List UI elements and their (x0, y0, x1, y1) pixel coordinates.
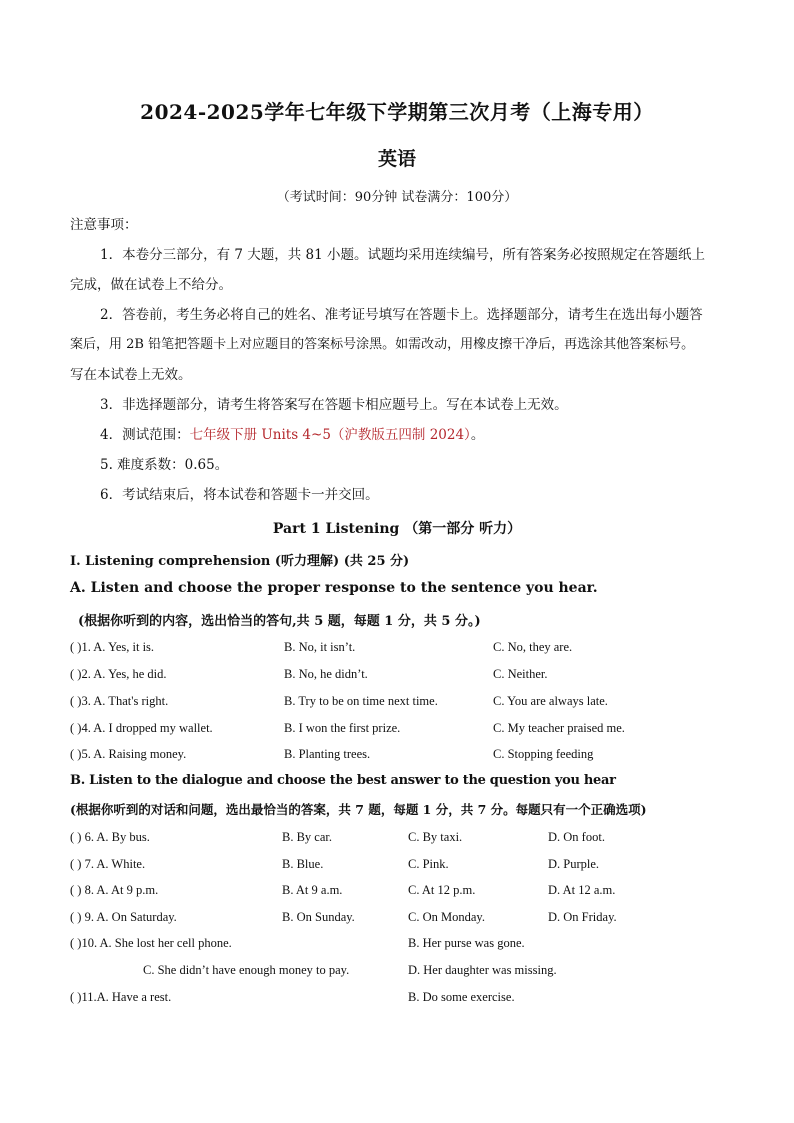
question-1-c: C. No, they are. (493, 640, 573, 654)
section-1-heading: I. Listening comprehension (听力理解) (共 25 分) (70, 554, 410, 569)
question-5-b: B. Planting trees. (284, 747, 371, 761)
question-5-a: ( )5. A. Raising money. (70, 747, 187, 761)
question-8-d: D. At 12 a.m. (548, 883, 616, 897)
question-10-a: ( )10. A. She lost her cell phone. (70, 936, 232, 950)
notice-item-4 (100, 420, 484, 450)
question-8-b: B. At 9 a.m. (282, 883, 343, 897)
question-10-b: B. Her purse was gone. (408, 936, 525, 950)
notice-item-4-suffix: 。 (470, 427, 485, 443)
subject-title: 英语 (377, 148, 416, 170)
exam-title: 2024-2025学年七年级下学期第三次月考（上海专用） (140, 100, 654, 124)
question-7-d: D. Purple. (548, 857, 600, 871)
time-info: （考试时间：90分钟 试卷满分：100分） (276, 190, 518, 205)
question-7-b: B. Blue. (282, 857, 324, 871)
question-8-a: ( ) 8. A. At 9 p.m. (70, 883, 159, 897)
question-8-c: C. At 12 p.m. (408, 883, 476, 897)
section-a-note: (根据你听到的内容，选出恰当的答句,共 5 题，每题 1 分，共 5 分。) (78, 614, 481, 629)
question-2-a: ( )2. A. Yes, he did. (70, 667, 167, 681)
question-9-b: B. On Sunday. (282, 910, 355, 924)
question-4-a: ( )4. A. I dropped my wallet. (70, 721, 213, 735)
question-2-b: B. No, he didn’t. (284, 667, 368, 681)
question-4-c: C. My teacher praised me. (493, 721, 625, 735)
question-9-d: D. On Friday. (548, 910, 617, 924)
notice-item-1a: 1．本卷分三部分，有 7 大题，共 81 小题。试题均采用连续编号，所有答案务必按照规定在答题纸上 (100, 247, 706, 263)
question-3-b: B. Try to be on time next time. (284, 694, 438, 708)
section-a-title: A. Listen and choose the proper response to the sentence you hear. (70, 580, 598, 596)
part1-heading: Part 1 Listening （第一部分 听力） (272, 521, 522, 537)
test-scope: 七年级下册 Units 4~5（沪教版五四制 2024） (189, 427, 471, 443)
section-b-note: (根据你听到的对话和问题，选出最恰当的答案，共 7 题，每题 1 分，共 7 分。每题只有一个正确选项) (70, 802, 647, 817)
question-1-a: ( )1. A. Yes, it is. (70, 640, 155, 654)
question-10-c: C. She didn’t have enough money to pay. (143, 963, 350, 977)
notice-item-2c: 写在本试卷上无效。 (70, 367, 192, 383)
question-7-a: ( ) 7. A. White. (70, 857, 146, 871)
question-10-d: D. Her daughter was missing. (408, 963, 557, 977)
question-11-b: B. Do some exercise. (408, 990, 515, 1004)
notice-item-5: 5. 难度系数：0.65。 (100, 457, 229, 473)
question-6-c: C. By taxi. (408, 830, 463, 844)
question-4-b: B. I won the first prize. (284, 721, 401, 735)
notice-item-2b: 案后，用 2B 铅笔把答题卡上对应题目的答案标号涂黑。如需改动，用橡皮擦干净后，再选涂其他答案标号。 (70, 337, 695, 352)
notice-item-4-prefix: 4．测试范围： (100, 427, 190, 443)
question-3-c: C. You are always late. (493, 694, 608, 708)
notice-item-6: 6．考试结束后，将本试卷和答题卡一并交回。 (100, 487, 379, 503)
question-7-c: C. Pink. (408, 857, 449, 871)
question-6-a: ( ) 6. A. By bus. (70, 830, 150, 844)
notice-item-2a: 2．答卷前，考生务必将自己的姓名、准考证号填写在答题卡上。选择题部分，请考生在选出每小题答 (100, 307, 703, 323)
question-9-c: C. On Monday. (408, 910, 485, 924)
notice-item-3: 3．非选择题部分，请考生将答案写在答题卡相应题号上。写在本试卷上无效。 (100, 397, 568, 413)
question-1-b: B. No, it isn’t. (284, 640, 356, 654)
question-11-a: ( )11.A. Have a rest. (70, 990, 172, 1004)
question-2-c: C. Neither. (493, 667, 548, 681)
notice-heading: 注意事项： (70, 217, 138, 233)
question-5-c: C. Stopping feeding (493, 747, 594, 761)
section-b-title: B. Listen to the dialogue and choose the best answer to the question you hear (70, 773, 616, 788)
question-6-b: B. By car. (282, 830, 332, 844)
question-9-a: ( ) 9. A. On Saturday. (70, 910, 177, 924)
question-3-a: ( )3. A. That's right. (70, 694, 169, 708)
notice-item-1b: 完成，做在试卷上不给分。 (70, 277, 232, 293)
question-6-d: D. On foot. (548, 830, 605, 844)
